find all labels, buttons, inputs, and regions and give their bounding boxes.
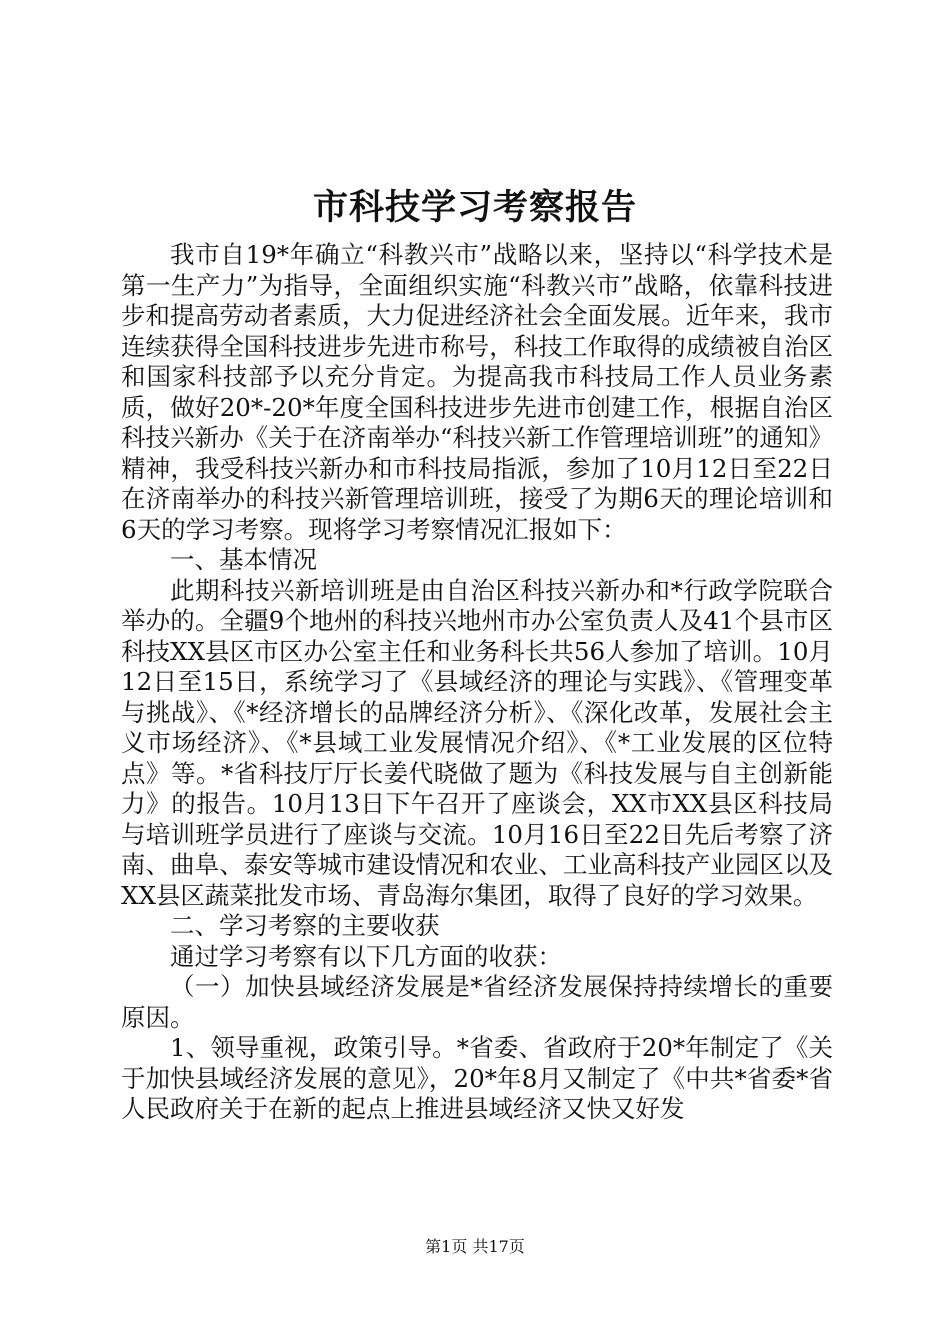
document-title: 市科技学习考察报告	[312, 187, 637, 228]
paragraph-gains-intro: 通过学习考察有以下几方面的收获：	[170, 941, 562, 971]
section-heading-gains: 二、学习考察的主要收获	[170, 911, 440, 940]
subsection-heading-1: （一）加快县域经济发展是*省经济发展保持持续增长的重要原因。	[121, 972, 833, 1032]
document-body	[121, 240, 833, 1125]
page-footer: 第1页 共17页	[425, 1237, 525, 1256]
paragraph-intro: 我市自19*年确立“科教兴市”战略以来，坚持以“科学技术是第一生产力”为指导，全面组织实施“科教兴市”战略，依靠科技进步和提高劳动者素质，大力促进经济社会全面发展。近年来，我市连续获得全国科技进步先进市称号，科技工作取得的成绩被自治区和国家科技部予以充分肯定。为提高我市科技局工作人员业务素质，做好20*-20*年度全国科技进步先进市创建工作，根据自治区科技兴新办《关于在济南举办“科技兴新工作管理培训班”的通知》精神，我受科技兴新办和市科技局指派，参加了10月12日至22日在济南举办的科技兴新管理培训班，接受了为期6天的理论培训和6天的学习考察。现将学习考察情况汇报如下：	[121, 240, 833, 544]
paragraph-item-1: 1、领导重视，政策引导。*省委、省政府于20*年制定了《关于加快县域经济发展的意见》，20*年8月又制定了《中共*省委*省人民政府关于在新的起点上推进县域经济又快又好发	[121, 1033, 833, 1123]
paragraph-basic: 此期科技兴新培训班是由自治区科技兴新办和*行政学院联合举办的。全疆9个地州的科技兴地州市办公室负责人及41个县市区科技XX县区市区办公室主任和业务科长共56人参加了培训。10月12日至15日，系统学习了《县域经济的理论与实践》、《管理变革与挑战》、《*经济增长的品牌经济分析》、《深化改革，发展社会主义市场经济》、《*县域工业发展情况介绍》、《*工业发展的区位特点》等。*省科技厅厅长姜代晓做了题为《科技发展与自主创新能力》的报告。10月13日下午召开了座谈会，XX市XX县区科技局与培训班学员进行了座谈与交流。10月16日至22日先后考察了济南、曲阜、泰安等城市建设情况和农业、工业高科技产业园区以及XX县区蔬菜批发市场、青岛海尔集团，取得了良好的学习效果。	[121, 575, 833, 910]
section-heading-basic: 一、基本情况	[170, 545, 317, 574]
